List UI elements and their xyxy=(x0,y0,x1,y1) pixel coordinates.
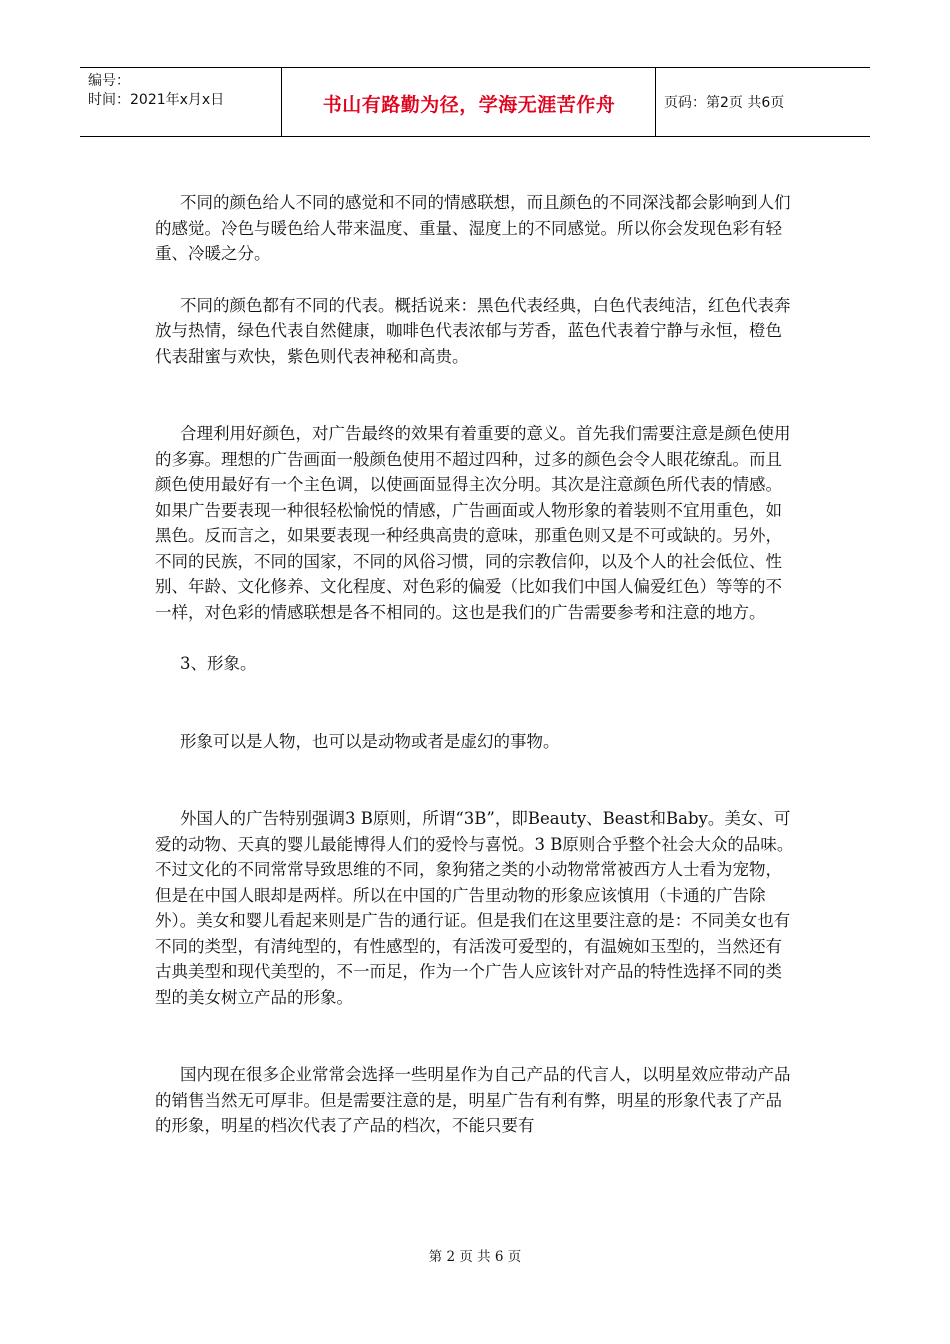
header-divider-left xyxy=(281,67,282,136)
paragraph: 外国人的广告特别强调3 B原则，所谓“3B”，即Beauty、Beast和Baby。美女、可爱的动物、天真的婴儿最能博得人们的爱怜与喜悦。3 B原则合乎整个社会大众的品味。不过文化的不同常常导致思维的不同，象狗猪之类的小动物常常被西方人士看为宠物，但是在中国人眼却是两样。所以在中国的广告里动物的形象应该慎用（卡通的广告除外）。美女和婴儿看起来则是广告的通行证。但是我们在这里要注意的是：不同美女也有不同的类型，有清纯型的，有性感型的，有活泼可爱型的，有温婉如玉型的，当然还有古典美型和现代美型的，不一而足，作为一个广告人应该针对产品的特性选择不同的类型的美女树立产品的形象。 xyxy=(155,809,794,1007)
header-bottom-rule xyxy=(80,136,870,137)
section-heading: 3、形象。 xyxy=(180,654,257,673)
paragraph: 国内现在很多企业常常会选择一些明星作为自己产品的代言人，以明星效应带动产品的销售当然无可厚非。但是需要注意的是，明星广告有利有弊，明星的形象代表了产品的形象，明星的档次代表了产品的档次，不能只要有 xyxy=(155,1065,791,1135)
paragraph: 形象可以是人物，也可以是动物或者是虚幻的事物。 xyxy=(180,731,560,751)
header-motto: 书山有路勤为径，学海无涯苦作舟 xyxy=(322,94,616,116)
paragraph: 不同的颜色给人不同的感觉和不同的情感联想，而且颜色的不同深浅都会影响到人们的感觉。冷色与暖色给人带来温度、重量、湿度上的不同感觉。所以你会发现色彩有轻重、冷暖之分。 xyxy=(155,193,791,263)
header-page-info: 页码：第2页 共6页 xyxy=(664,95,785,111)
header-top-rule xyxy=(80,67,870,68)
page-footer: 第 2 页 共 6 页 xyxy=(428,1249,522,1265)
serial-number-label: 编号： xyxy=(88,73,130,89)
paragraph: 不同的颜色都有不同的代表。概括说来：黑色代表经典，白色代表纯洁，红色代表奔放与热情，绿色代表自然健康，咖啡色代表浓郁与芳香，蓝色代表着宁静与永恒，橙色代表甜蜜与欢快，紫色则代表神秘和高贵。 xyxy=(155,295,791,366)
header-meta xyxy=(88,72,280,110)
document-body xyxy=(155,190,795,1139)
header-divider-right xyxy=(655,67,656,136)
paragraph: 合理利用好颜色，对广告最终的效果有着重要的意义。首先我们需要注意是颜色使用的多寡。理想的广告画面一般颜色使用不超过四种，过多的颜色会令人眼花缭乱。而且颜色使用最好有一个主色调，以使画面显得主次分明。其次是注意颜色所代表的情感。如果广告要表现一种很轻松愉悦的情感，广告画面或人物形象的着装则不宜用重色，如黑色。反而言之，如果要表现一种经典高贵的意味，那重色则又是不可或缺的。另外，不同的民族，不同的国家，不同的风俗习惯，同的宗教信仰，以及个人的社会低位、性别、年龄、文化修养、文化程度、对色彩的偏爱（比如我们中国人偏爱红色）等等的不一样，对色彩的情感联想是各不相同的。这也是我们的广告需要参考和注意的地方。 xyxy=(155,424,791,622)
date-line: 时间：2021年x月x日 xyxy=(88,92,225,108)
